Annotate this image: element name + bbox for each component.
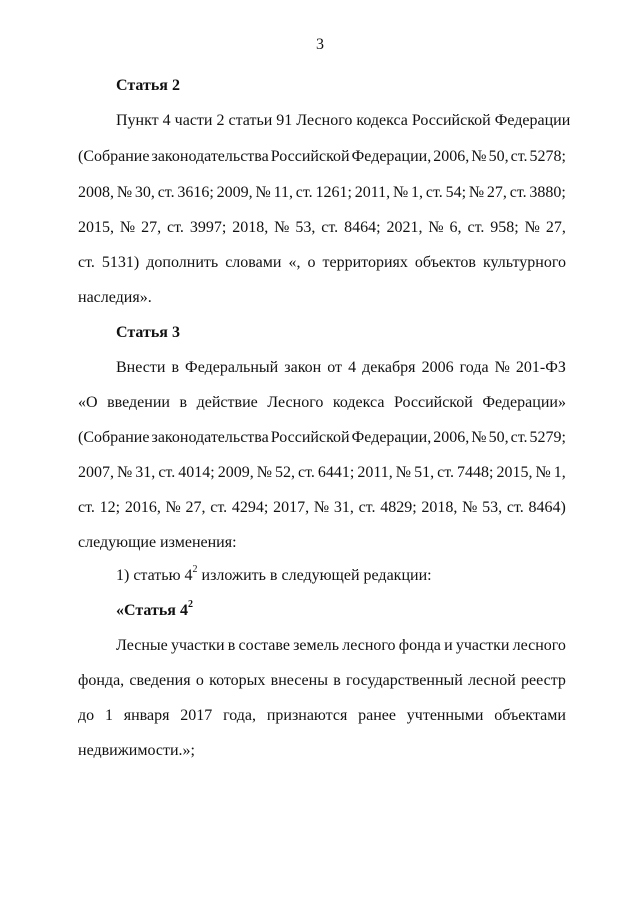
article3-line-2 [78,393,566,413]
word: составе [238,637,290,654]
word: 201-ФЗ [515,359,566,376]
word: 2009, [217,464,254,481]
article2-line-3 [78,183,566,203]
word: 52, [274,464,295,481]
word: 3616; [177,184,214,201]
word: 2009, [216,184,253,201]
word: № [392,184,409,201]
word: от [327,359,343,376]
word: и [444,637,453,654]
word: ранее [358,707,396,724]
word: № [274,219,290,236]
article2-heading: Статья 2 [116,77,180,94]
amendment-item-1 [116,563,432,586]
word: 7448; [457,464,494,481]
word: закон [284,359,322,376]
word: № [524,219,540,236]
word: словами [225,254,282,271]
word: лесного [512,637,566,654]
word: № [471,148,487,165]
word: 8464) [528,499,566,516]
word: законодательства [151,148,269,165]
new-article-line-4: недвижимости.»; [78,742,195,759]
word: 2017 [180,707,213,724]
word: ст. [437,464,454,481]
article3-line-5 [78,498,566,518]
word: в [171,359,179,376]
word: 5279; [529,429,566,446]
article3-line-1 [116,358,566,378]
word: ст. [167,219,184,236]
word: введении [107,394,170,411]
word: объектами [494,707,566,724]
word: № [116,184,133,201]
new-article-heading-prefix: «Статья 4 [116,602,188,619]
word: в [227,637,236,654]
word: ст. [321,219,339,236]
word: Федерации» [482,394,566,411]
article3-line-6: следующие изменения: [78,534,237,551]
word: № [165,499,181,516]
article2-line-1: Пункт 4 части 2 статьи 91 Лесного кодекса Российской Федерации [116,112,571,129]
new-article-heading-sup: 2 [187,598,193,610]
word: 2018, [421,499,458,516]
word: года, [223,707,257,724]
word: 4829; [380,499,417,516]
word: кодекса [332,394,385,411]
word: ст. [157,184,175,201]
word: № [313,499,330,516]
word: 8464; [344,219,381,236]
word: ст. [506,499,524,516]
word: декабря [362,359,416,376]
word: «О [78,394,98,411]
word: № [462,499,478,516]
word: действие [196,394,258,411]
word: Лесные [116,637,168,654]
word: 30, [134,184,155,201]
word: Федерации, [351,148,432,165]
word: 31, [135,464,156,481]
word: дополнить [146,254,219,271]
word: 2018, [232,219,269,236]
article3-heading: Статья 3 [116,324,180,341]
word: 27, [545,219,566,236]
word: ст. [467,219,485,236]
word: Российской [393,394,473,411]
word: ст. [510,429,528,446]
word: ст. [358,499,376,516]
word: учтенными [406,707,484,724]
word: в [333,672,341,689]
word: территориях [322,254,408,271]
word: 5131) [101,254,140,271]
word: 5278; [529,148,566,165]
word: 53, [482,499,503,516]
word: 27, [141,219,162,236]
page-number: 3 [316,36,324,53]
word: 1 [104,707,113,724]
word: 54; [445,184,467,201]
word: января [123,707,170,724]
word: № [256,464,272,481]
word: фонда, [78,672,125,689]
word: признаются [266,707,348,724]
word: до [78,707,95,724]
word: законодательства [151,429,269,446]
word: (Собрание [78,148,150,165]
word: № [468,184,485,201]
word: 31, [333,499,354,516]
word: Федеральный [185,359,279,376]
word: № [117,464,133,481]
word: 2016, [124,499,161,516]
article2-line-5 [78,253,566,273]
word: 3997; [189,219,227,236]
word: объектов [414,254,476,271]
word: о [195,672,204,689]
word: 4 [348,359,357,376]
word: 27, [486,184,507,201]
new-article-heading [116,598,193,621]
word: 2008, [78,184,114,201]
word: 1261; [315,184,352,201]
word: «, [288,254,301,271]
word: 2017, [273,499,310,516]
word: 6441; [317,464,355,481]
word: 1, [411,184,424,201]
word: ст. [425,184,443,201]
article2-line-6: наследия». [78,289,152,306]
word: Федерации, [351,429,432,446]
word: 11, [273,184,293,201]
article2-line-2 [78,147,566,167]
word: № [395,464,412,481]
word: Российской [270,148,350,165]
word: 2015, [78,219,114,236]
word: земель [293,637,340,654]
article3-line-3 [78,428,566,448]
word: Российской [270,429,350,446]
word: № [255,184,271,201]
word: № [535,464,551,481]
word: 2021, [386,219,423,236]
word: о [307,254,316,271]
word: 1, [553,464,566,481]
word: ст. [78,499,95,516]
word: фонда [398,637,441,654]
word: государственный [346,672,463,689]
word: 27, [185,499,206,516]
word: 12; [99,499,121,516]
word: 50, [488,148,509,165]
word: ст. [158,464,176,481]
word: лесного [342,637,396,654]
word: Лесного [267,394,324,411]
amendment-item-1-prefix: 1) статью 4 [116,567,193,584]
word: 2006, [433,429,470,446]
article3-line-4 [78,463,566,483]
word: 53, [295,219,316,236]
word: ст. [510,148,528,165]
word: № [471,429,487,446]
word: (Собрание [78,429,150,446]
word: 4294; [231,499,269,516]
word: года [459,359,489,376]
new-article-line-1 [116,636,566,656]
word: ст. [298,464,315,481]
word: ст. [210,499,228,516]
amendment-item-1-sup: 2 [192,563,198,575]
article2-line-4 [78,218,566,238]
word: лесной [468,672,516,689]
word: ст. [509,184,527,201]
word: 2011, [357,464,393,481]
word: в [179,394,188,411]
word: 958; [490,219,519,236]
amendment-item-1-suffix: изложить в следующей редакции: [197,567,432,584]
word: 2006 [421,359,454,376]
word: 2006, [433,148,470,165]
word: ст. [78,254,95,271]
word: 51, [414,464,435,481]
word: 4014; [178,464,215,481]
word: 6, [449,219,462,236]
word: 3880; [529,184,566,201]
word: 2007, [78,464,114,481]
word: № [119,219,136,236]
word: которых [209,672,266,689]
word: 50, [488,429,509,446]
word: № [428,219,444,236]
word: № [494,359,510,376]
new-article-line-2 [78,671,566,691]
word: культурного [482,254,566,271]
new-article-line-3 [78,706,566,726]
word: 2011, [354,184,391,201]
word: 2015, [496,464,533,481]
word: участки [455,637,510,654]
word: внесены [270,672,328,689]
word: сведения [129,672,191,689]
word: ст. [295,184,313,201]
word: реестр [521,672,566,689]
word: Внести [116,359,166,376]
word: участки [170,637,225,654]
